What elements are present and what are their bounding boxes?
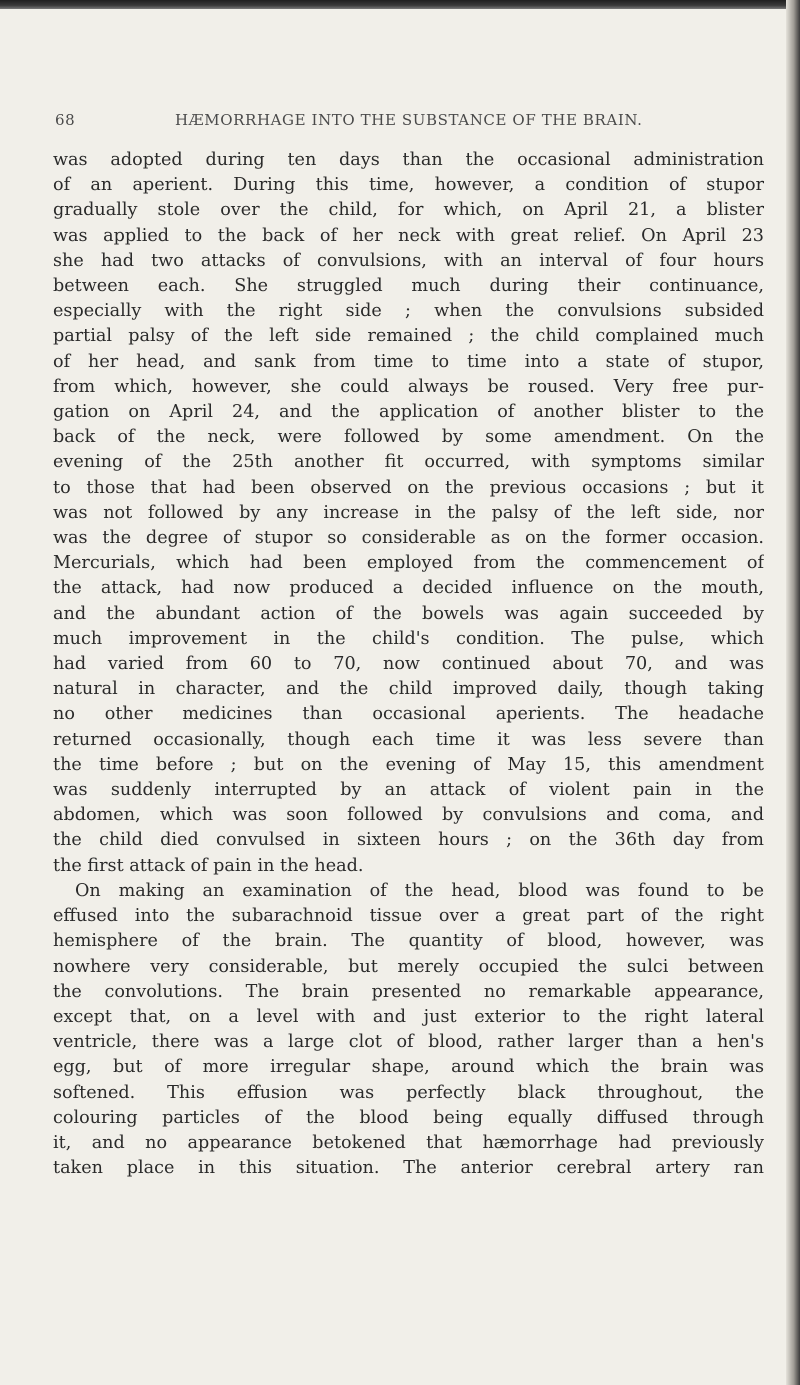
text-line: Mercurials, which had been employed from the commencement of [53, 553, 764, 574]
text-line: and the abundant action of the bowels was again succeeded by [53, 603, 764, 624]
text-line: softened. This effusion was perfectly black throughout, the [53, 1082, 764, 1103]
text-line: back of the neck, were followed by some amendment. On the [53, 427, 764, 448]
page-number: 68 [55, 111, 76, 129]
text-line: was adopted during ten days than the occasional administration [53, 150, 764, 170]
text-line: from which, however, she could always be roused. Very free pur- [53, 376, 764, 397]
text-line: had varied from 60 to 70, now continued about 70, and was [53, 654, 764, 675]
text-line: to those that had been observed on the previous occasions ; but it [53, 477, 764, 498]
body-text [53, 148, 764, 1181]
text-line: of her head, and sank from time to time into a state of stupor, [53, 351, 764, 372]
text-line: was the degree of stupor so considerable as on the former occasion. [53, 528, 764, 549]
text-line: partial palsy of the left side remained ; the child complained much [53, 326, 764, 347]
text-line-paragraph-start: On making an examination of the head, blood was found to be [75, 880, 764, 901]
text-line: the convolutions. The brain presented no remarkable appearance, [53, 981, 764, 1002]
text-line: it, and no appearance betokened that hæmorrhage had previously [53, 1132, 764, 1153]
text-line: especially with the right side ; when the convulsions subsided [53, 301, 764, 322]
text-line: was applied to the back of her neck with great relief. On April 23 [53, 225, 764, 246]
text-line: hemisphere of the brain. The quantity of blood, however, was [53, 931, 764, 952]
text-line: abdomen, which was soon followed by convulsions and coma, and [53, 805, 764, 826]
text-line: no other medicines than occasional aperients. The headache [53, 704, 764, 725]
text-line-paragraph-end: the first attack of pain in the head. [53, 855, 364, 876]
text-line: nowhere very considerable, but merely occupied the sulci between [53, 956, 764, 977]
text-line: she had two attacks of convulsions, with an interval of four hours [53, 250, 764, 271]
text-line: the time before ; but on the evening of May 15, this amendment [53, 754, 764, 775]
text-line: natural in character, and the child improved daily, though taking [53, 679, 764, 700]
text-line: effused into the subarachnoid tissue over a great part of the right [53, 906, 764, 927]
text-line: colouring particles of the blood being equally diffused through [53, 1107, 764, 1128]
page-right-edge [786, 0, 800, 1385]
text-line: returned occasionally, though each time it was less severe than [53, 729, 764, 750]
text-line: was not followed by any increase in the palsy of the left side, nor [53, 502, 764, 523]
text-line: between each. She struggled much during their continuance, [53, 276, 764, 297]
text-line: of an aperient. During this time, however, a condition of stupor [53, 175, 764, 196]
text-line: the child died convulsed in sixteen hours ; on the 36th day from [53, 830, 764, 851]
text-line: taken place in this situation. The anterior cerebral artery ran [53, 1158, 764, 1179]
text-line: gation on April 24, and the application of another blister to the [53, 402, 764, 423]
running-header [55, 111, 755, 129]
page-top-edge [0, 0, 800, 9]
text-line: gradually stole over the child, for which, on April 21, a blister [53, 200, 764, 221]
text-line: much improvement in the child's condition. The pulse, which [53, 628, 764, 649]
text-line: egg, but of more irregular shape, around which the brain was [53, 1057, 764, 1078]
text-line: ventricle, there was a large clot of blood, rather larger than a hen's [53, 1032, 764, 1053]
text-line: except that, on a level with and just exterior to the right lateral [53, 1006, 764, 1027]
text-line: the attack, had now produced a decided influence on the mouth, [53, 578, 764, 599]
text-line: was suddenly interrupted by an attack of violent pain in the [53, 780, 764, 801]
running-title: HÆMORRHAGE INTO THE SUBSTANCE OF THE BRAIN. [175, 111, 643, 129]
text-line: evening of the 25th another fit occurred, with symptoms similar [53, 452, 764, 473]
